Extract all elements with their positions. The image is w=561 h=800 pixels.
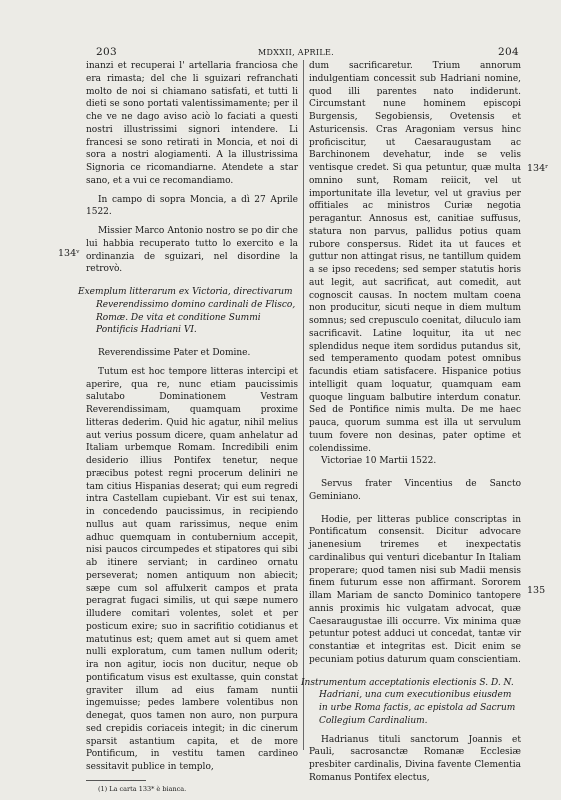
salutation: Reverendissime Pater et Domine. [98,348,251,358]
right-date-line: Victoriae 10 Martii 1522. [321,456,437,467]
margin-number-right-2: 135 [527,585,546,596]
page-number-right: 204 [498,46,519,58]
signature: Servus frater Vincentius de Sancto Geminiano. [309,479,521,502]
left-paragraph-1: inanzi et recuperai l' artellaria franciosa che era rimasta; del che li sguizari refranchati molto de noi si chiamano satisfati, et tutti li dieti se sono portati valentissimamente; per il che ve ne dago aviso aciò lo faciati a questi nostri illustrissimi signori intendere. Li francesi se sono retirati in Moncia, et noi di sora a nostri alogiamenti. A la illustrissima Signoria ce ricomandiarne. Atendete a star sano, et a vui ce recomandiamo. [86,61,298,186]
page-number-left: 203 [96,46,117,58]
footnote: (1) La carta 133* è bianca. [98,784,187,793]
margin-number-left: 134ᵛ [58,248,80,259]
running-header: MDXXII, APRILE. [258,48,334,57]
column-divider [303,60,304,750]
right-body: dum sacrificaretur. Trium annorum indulgentiam concessit sub Hadriani nomine, quod illi parentes nato indiderunt. Circumstant nune hominem episcopi Burgensis, Segobiensis, Ovetensis et Asturicensis. Cras Aragoniam versus hinc proficiscitur, ut Caesaraugustam ac Barchinonem devehatur, inde se velis ventisque credet. Si qua petuntur, quæ multa omnino sunt, Romam reiicit, vel ut importunitate illa levetur, vel ut gravius per offitiales ac ministros Curiæ negotia peragantur. Annosus est, canitiae suffusus, statura non parvus, pallidus potius quam rubore conspersus. Ridet ita ut fauces et guttur non attingat risus, ne tantillum quidem a se ipso recedens; sed semper statutis horis aut legit, aut sacrificat, aut comedit, aut cognoscit causas. In noctem multam coena non producitur, sicuti neque in diem multum somnus; sed crepusculo coenitat, diluculo iam sacrificavit. Latine loquitur, ita ut nec splendidus neque item sordidus putandus sit, sed temperamento quodam potest omnibus facundis etiam satisfacere. Hispanice potius intelligit quam loquatur, quamquam eam quoque linguam balbutire interdum conatur. Sed de Pontifice nimis multa. De me haec pauca, quorum summa est illa ut servulum tuum fovere non desinas, pater optime et colendissime. [309,61,521,454]
left-column [78,60,298,794]
left-date-line: In campo di sopra Moncia, a dì 27 Aprile 1522. [86,194,298,218]
letter-body: Tutum est hoc tempore litteras intercipi et aperire, qua re, nunc etiam paucissimis salutabo Dominationem Vestram Reverendissimam, quamquam proxime litteras dederim. Quid hic agatur, nihil melius aut verius possum dicere, quam anhelatur ad Italiam urbemque Romam. Incredibili enim desiderio illius Pontifex tenetur, neque præcibus potest regni procerum deliniri ne tam citius Hispanias deserat; qui eum regredi intra Castellam cupiebant. Vir est sui tenax, in concedendo paucissimus, in recipiendo nullus aut quam rarissimus, neque enim adhuc quemquam in contubernium accepit, nisi paucos circumpedes et stipatores qui sibi ab itinere serviant; in cardineo ornatu perseverat; nomen antiquum non abiecit; sæpe cum sol affulxerit campos et prata peragrat fugaci similis, ut qui sæpe numero illudere comitari volentes, solet et per posticum exire; suo in sacrifitio cotidianus et matutinus est; quem amet aut si quem amet nulli exploratum, cum tamen nullum oderit; ira non agitur, iocis non ducitur, neque ob pontificatum visus est exultasse, quin constat graviter illum ad eius famam nuntii ingemuisse; pedes lambere volentibus non denegat, quos tamen non auro, non purpura sed crepidis coriaceis integit; in dic cinerum sparsit astantium capita, et de more Pontificum, in vestitu tamen cardineo sessitavit publice in templo, [86,366,298,772]
right-paragraph-3: Hadrianus tituli sanctorum Joannis et Pauli, sacrosanctæ Romanæ Ecclesiæ presbiter cardinalis, Divina favente Clementia Romanus Pontifex electus, [309,734,521,783]
right-column [301,60,521,785]
left-paragraph-2: Missier Marco Antonio nostro se po dir che lui habbia recuperato tutto lo exercito e la ordinanzia de sguizari, nel disordine la retrovò. [86,226,298,275]
instrument-title: Instrumentum acceptationis electionis S. D. N. Hadriani, una cum executionibus eiusdem in urbe Roma factis, ac epistola ad Sacrum Collegium Cardinalium. [301,677,516,726]
right-paragraph-2: Hodie, per litteras publice conscriptas in Pontificatum consensit. Dicitur advocare janenesium triremes et inexpectatis cardinalibus qui venturi dicebantur In Italiam properare; quod tamen nisi sub Madii mensis finem futurum esse non affirmant. Sororem illam Mariam de sancto Dominico tantopere annis proximis hic vulgatam advocat, quæ Caesaraugustae illi occurre. Vix minima quæ petuntur potest adduci ut concedat, tantæ vir constantiæ et integritas est. Dicit enim se pecuniam potius daturum quam conscientiam. [309,514,521,665]
letter-title: Exemplum litterarum ex Victoria, directivarum Reverendissimo domino cardinali de Flisco, Romæ. De vita et conditione Summi Pontificis Hadriani VI. [78,287,296,336]
margin-number-right: 134ʳ [527,163,549,174]
footnote-rule [86,780,146,781]
